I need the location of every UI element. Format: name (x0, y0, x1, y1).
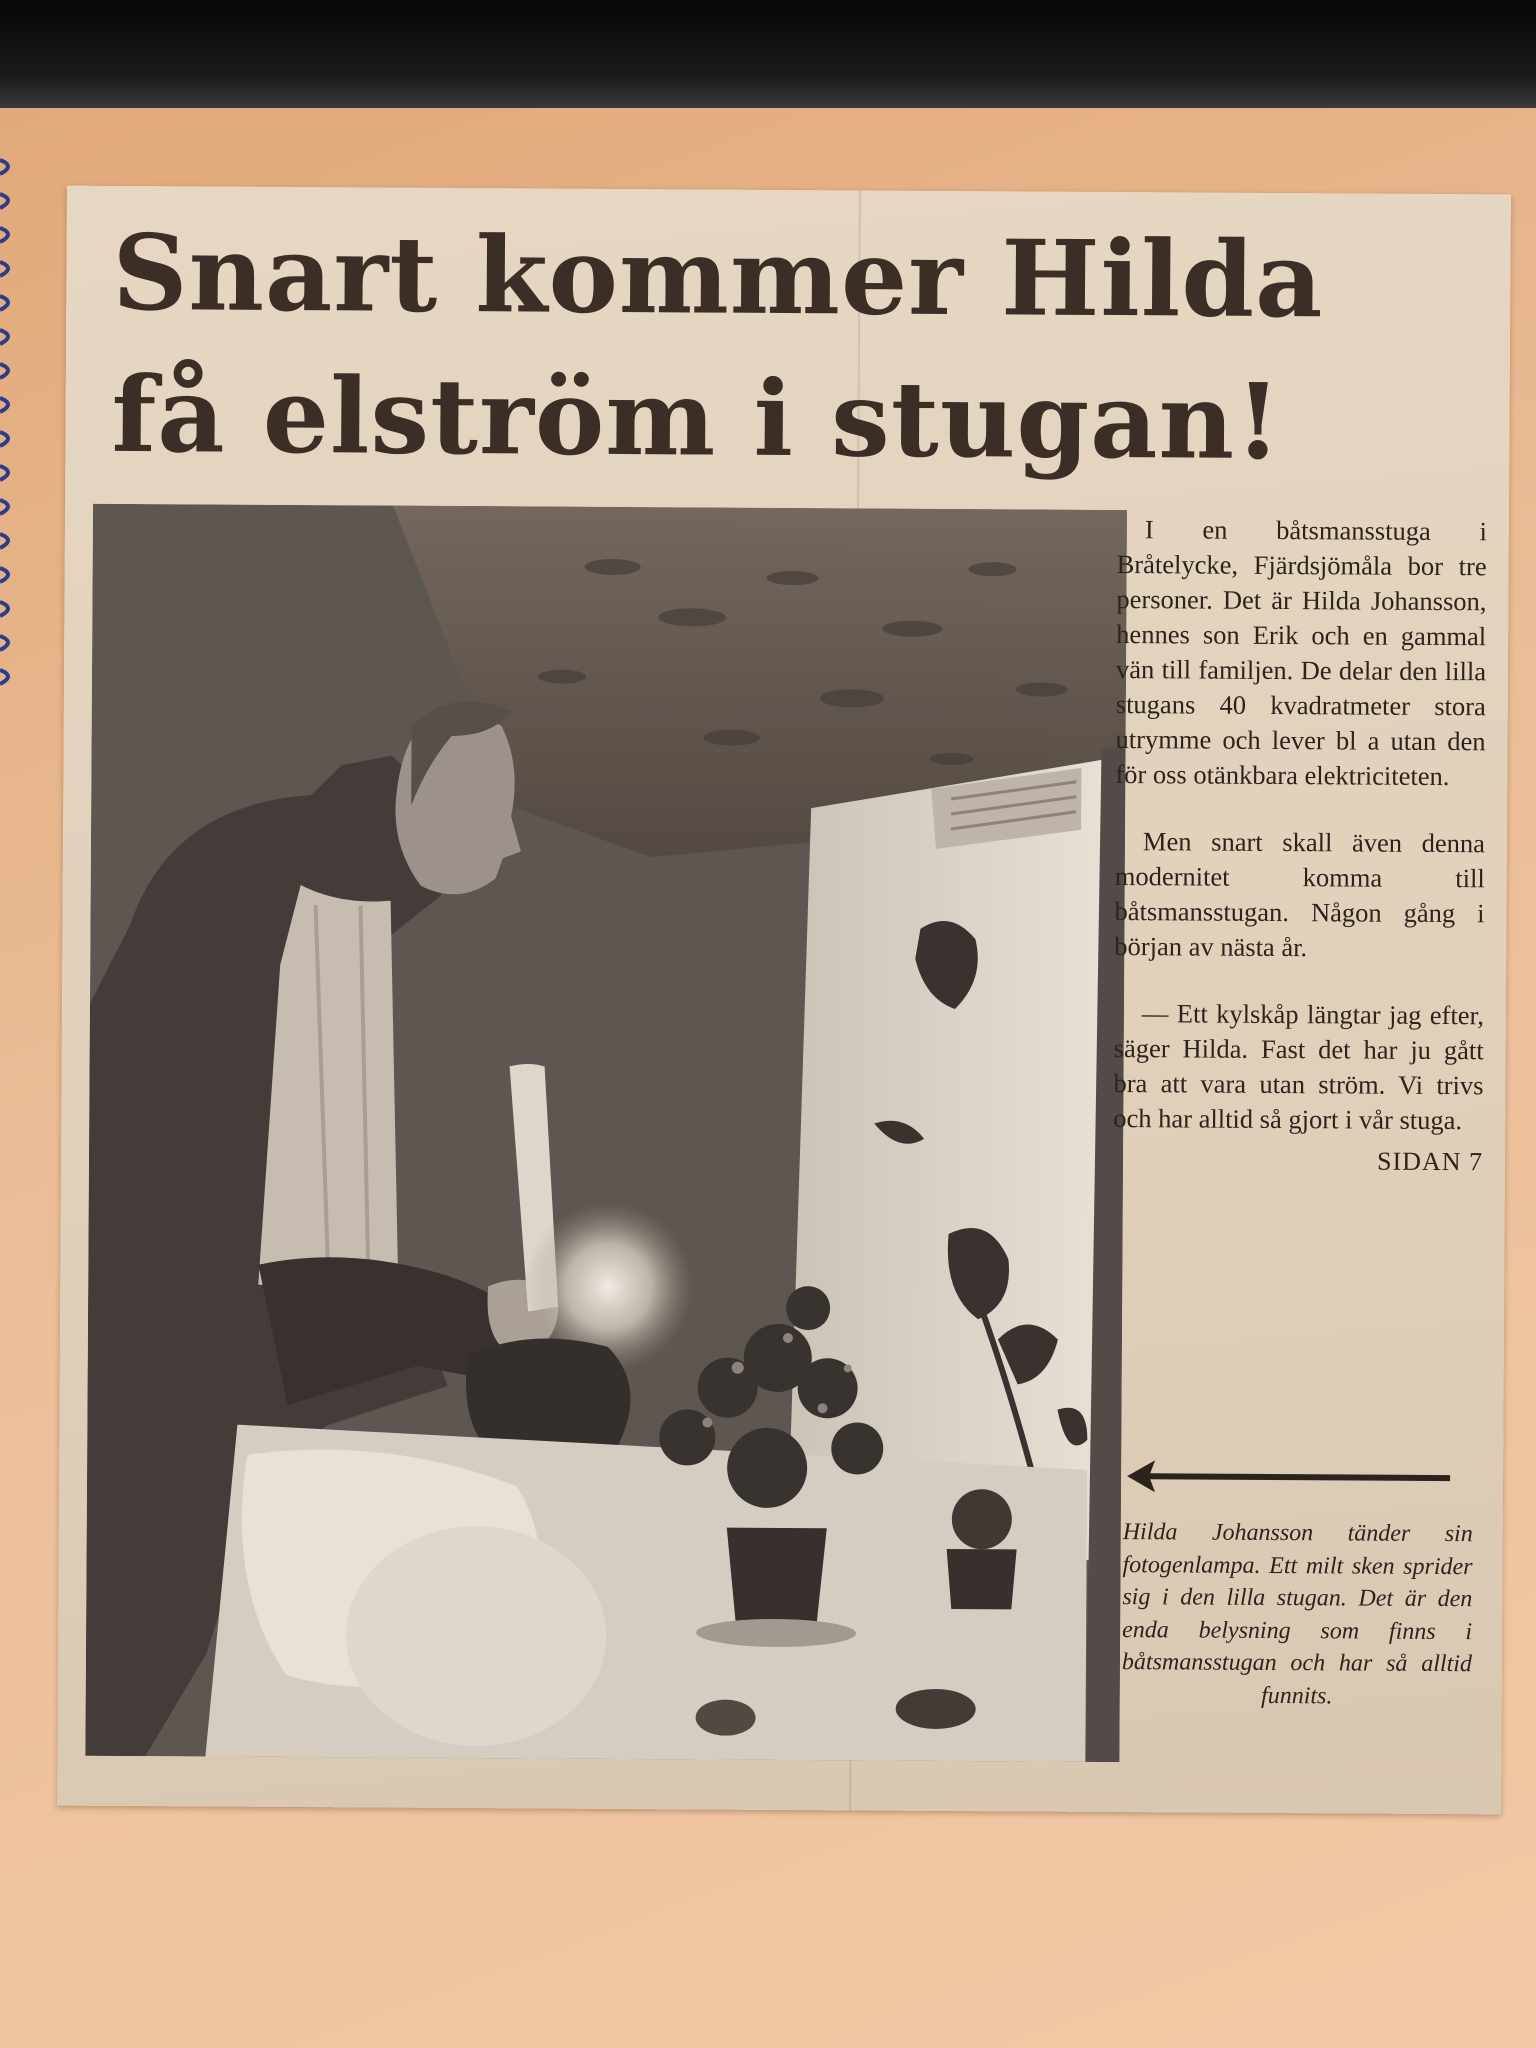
left-arrow-icon (1125, 1456, 1455, 1498)
spiral-binding (0, 150, 22, 710)
paragraph-2: Men snart skall även denna modernitet komma till båtsmansstugan. Någon gång i början av nästa år. (1114, 826, 1486, 963)
headline-line-1: Snart kommer Hilda (112, 210, 1325, 342)
headline (111, 202, 1473, 494)
paragraph-3: — Ett kylskåp längtar jag efter, säger Hilda. Fast det har ju gått bra att vara utan ström. Vi trivs och har alltid så gjort i vår stuga. (1113, 998, 1485, 1136)
paragraph-1: I en båtsmansstuga i Bråtelycke, Fjärdsjömåla bor tre personer. Det är Hilda Johansson, hennes son Erik och en gammal vän till familjen. De delar den lilla stugans 40 kvadratmeter stora utrymme och lever bl a utan den för oss otänkbara elektriciteten. (1115, 514, 1487, 792)
newspaper-clipping (57, 186, 1511, 1815)
photo-caption: Hilda Johansson tänder sin fotogenlampa. Ett milt sken sprider sig i den lilla stugan. Det är den enda belysning som finns i båtsmansstugan och har så alltid funnits. (1121, 1519, 1473, 1709)
desk-edge (0, 0, 1536, 108)
headline-line-2: få elström i stugan! (111, 352, 1283, 484)
article-body (1113, 512, 1487, 1179)
page-reference: SIDAN 7 (1376, 1146, 1484, 1177)
photo-woman-lighting-lamp (85, 504, 1127, 1762)
